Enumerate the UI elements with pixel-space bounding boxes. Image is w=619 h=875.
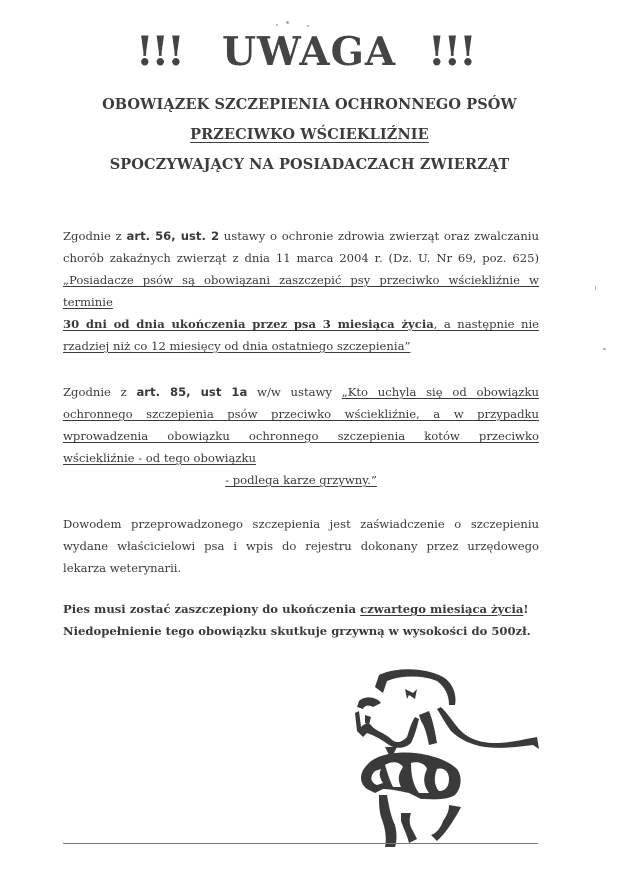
page-title: UWAGA [222, 29, 397, 75]
scan-speck [276, 24, 278, 26]
text-line [63, 225, 539, 247]
quote-text: ochronnego szczepienia psów przeciwko wściekliźnie, a w przypadku [63, 407, 539, 421]
text-run: Zgodnie z [63, 385, 137, 399]
article-reference: art. 56, ust. 2 [126, 229, 220, 243]
scan-speck [603, 348, 606, 350]
article-reference: art. 85, ust 1a [136, 385, 248, 399]
text-line [63, 425, 539, 447]
text-line [63, 598, 539, 620]
dog-illustration-icon [345, 665, 540, 847]
text-run: Pies musi zostać zaszczepiony do ukończenia [63, 602, 361, 616]
text-line [63, 269, 539, 291]
dog-nose [357, 697, 381, 709]
quote-text: „Posiadacze psów są obowiązani zaszczepić psy przeciwko wściekliźnie w [63, 273, 539, 287]
text-line: lekarza weterynarii. [63, 561, 182, 575]
quote-text: „Kto uchyla się od obowiązku [341, 385, 539, 399]
text-run: ! [523, 602, 529, 616]
heading-owners: SPOCZYWAJĄCY NA POSIADACZACH ZWIERZĄT [109, 156, 510, 173]
text-line: chorób zakaźnych zwierząt z dnia 11 marca 2004 r. (Dz. U. Nr 69, poz. 625) [63, 251, 539, 265]
text-line: Niedopełnienie tego obowiązku skutkuje grzywną w wysokości do 500zł. [63, 624, 531, 638]
text-line: Dowodem przeprowadzonego szczepienia jest zaświadczenie o szczepieniu [63, 517, 539, 531]
quote-text: rzadziej niż co 12 miesięcy od dnia ostatniego szczepienia” [63, 339, 411, 353]
scan-speck [286, 21, 289, 24]
text-line [63, 403, 539, 425]
heading-obligation: OBOWIĄZEK SZCZEPIENIA OCHRONNEGO PSÓW [102, 96, 517, 113]
text-line [63, 291, 539, 313]
heading-rabies: PRZECIWKO WŚCIEKLIŹNIE [190, 126, 429, 143]
quote-text: , a następnie nie [433, 317, 540, 331]
paragraph-proof [63, 513, 539, 579]
quote-text: wściekliźnie - od tego obowiązku [63, 451, 257, 465]
dog-eye [405, 689, 417, 699]
text-run: w/w ustawy [247, 385, 342, 399]
penalty-text: - podlega karze grzywny.” [225, 473, 377, 487]
dog-ear [419, 711, 437, 745]
dog-tongue [365, 715, 371, 725]
age-emphasis: czwartego miesiąca życia [360, 602, 524, 616]
exclamation-right: !!! [428, 28, 475, 75]
dog-middle-leg [401, 813, 417, 843]
deadline-emphasis: 30 dni od dnia ukończenia przez psa 3 miesiąca życia [63, 317, 434, 331]
quote-text: wprowadzenia obowiązku ochronnego szczepienia kotów przeciwko [63, 429, 539, 443]
bottom-divider [63, 843, 538, 844]
text-line [63, 335, 539, 357]
paragraph-art-56 [63, 225, 539, 357]
dog-back-leg [431, 805, 461, 841]
scan-speck [595, 286, 596, 290]
text-line [63, 447, 539, 469]
dog-neck [437, 707, 539, 749]
dog-head-top [375, 669, 456, 705]
paragraph-art-85 [63, 381, 539, 491]
text-line [63, 381, 539, 403]
text-run: Zgodnie z [63, 229, 127, 243]
quote-text: terminie [63, 295, 113, 309]
dog-front-leg [379, 795, 397, 847]
dog-muzzle [355, 711, 419, 748]
text-line: wydane właścicielowi psa i wpis do rejestru dokonany przez urzędowego [63, 539, 539, 553]
title-banner [0, 28, 619, 76]
text-line [63, 469, 539, 491]
text-run: ustawy o ochronie zdrowia zwierząt oraz zwalczaniu [219, 229, 539, 243]
text-line [63, 313, 539, 335]
paragraph-warning [63, 598, 539, 642]
scan-speck [307, 25, 309, 27]
exclamation-left: !!! [136, 28, 183, 75]
